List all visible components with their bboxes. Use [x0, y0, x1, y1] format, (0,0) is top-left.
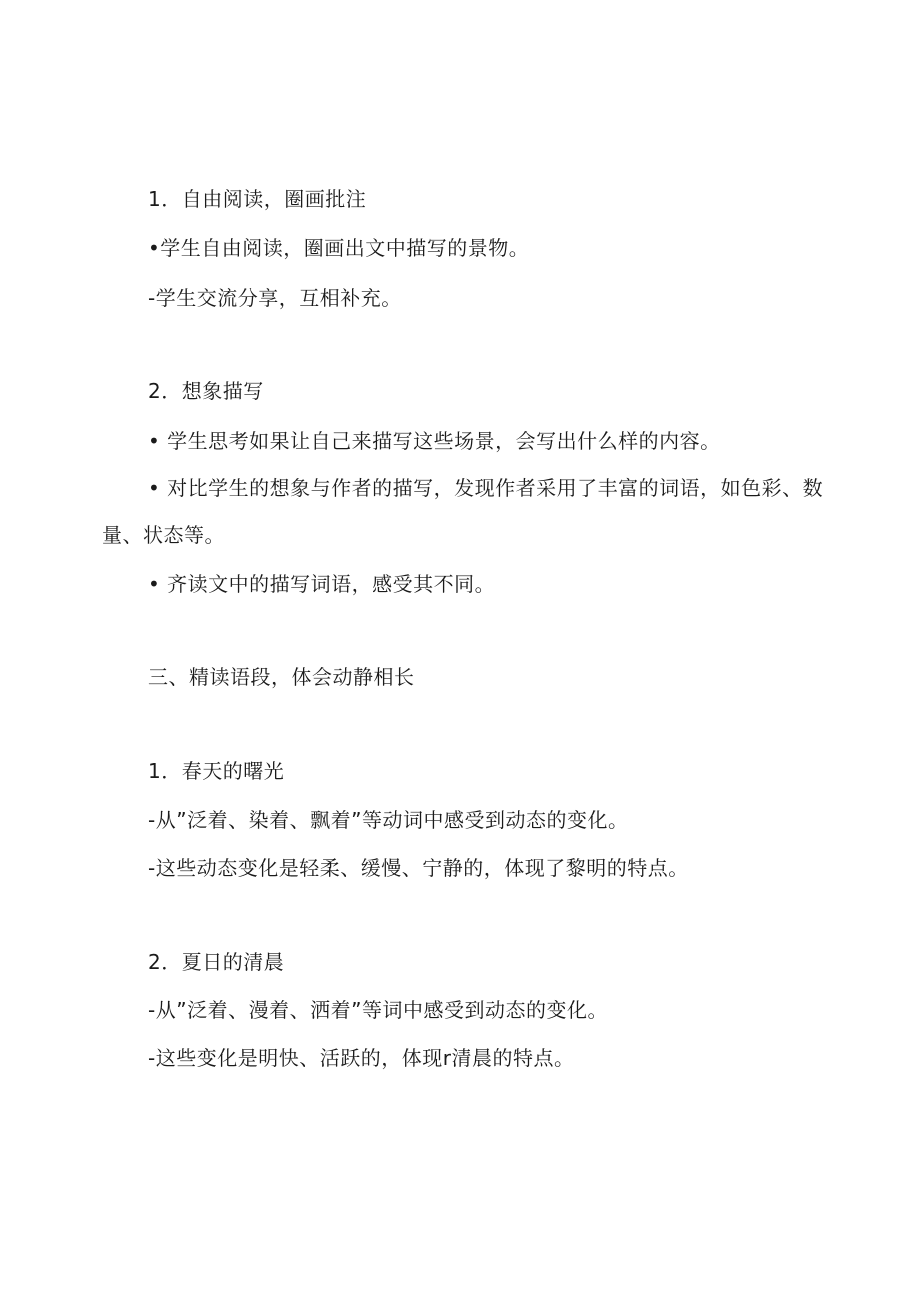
subsection-1-paragraph-1: -从”泛着、染着、飘着”等动词中感受到动态的变化。	[148, 808, 629, 832]
section-2-paragraph-2-line-2: 量、状态等。	[102, 523, 225, 547]
subsection-1-heading: 1．春天的曙光	[148, 759, 285, 783]
part-3-heading: 三、精读语段，体会动静相长	[148, 665, 415, 689]
subsection-1-paragraph-2: -这些动态变化是轻柔、缓慢、宁静的，体现了黎明的特点。	[148, 856, 689, 880]
section-1-paragraph-1: •学生自由阅读，圈画出文中描写的景物。	[148, 236, 530, 260]
section-2-paragraph-1: • 学生思考如果让自己来描写这些场景，会写出什么样的内容。	[148, 429, 721, 453]
section-2-paragraph-2-line-1: • 对比学生的想象与作者的描写，发现作者采用了丰富的词语，如色彩、数	[148, 476, 824, 500]
subsection-2-heading: 2．夏日的清晨	[148, 950, 285, 974]
section-1-paragraph-2: -学生交流分享，互相补充。	[148, 286, 402, 310]
subsection-2-paragraph-2: -这些变化是明快、活跃的，体现r清晨的特点。	[148, 1046, 575, 1070]
section-1-heading: 1．自由阅读，圈画批注	[148, 187, 367, 211]
subsection-2-paragraph-1: -从”泛着、漫着、洒着”等词中感受到动态的变化。	[148, 998, 608, 1022]
section-2-heading: 2．想象描写	[148, 379, 264, 403]
section-2-paragraph-3: • 齐读文中的描写词语，感受其不同。	[148, 572, 496, 596]
